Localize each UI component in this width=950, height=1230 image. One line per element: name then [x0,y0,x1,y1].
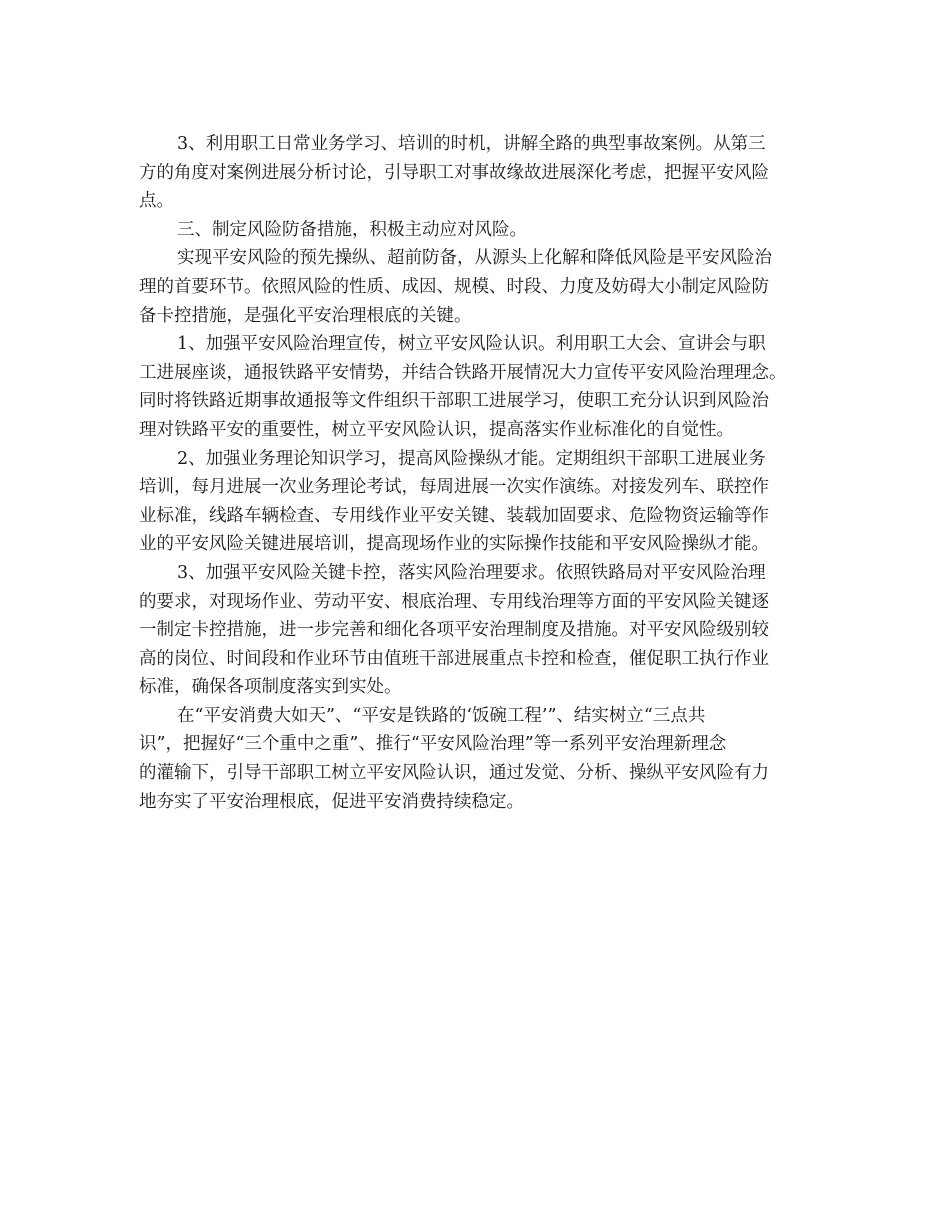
text-line: 实现平安风险的预先操纵、超前防备，从源头上化解和降低风险是平安风险治 [177,248,772,269]
text-line: 备卡控措施，是强化平安治理根底的关键。 [139,305,472,326]
text-line: 同时将铁路近期事故通报等文件组织干部职工进展学习，使职工充分认识到风险治 [139,391,769,412]
section-heading [139,216,821,245]
text-line: 方的角度对案例进展分析讨论，引导职工对事故缘故进展深化考虑，把握平安风险 [139,162,769,183]
paragraph-case-study [139,130,821,216]
text-line: 点。 [139,191,174,212]
text-line: 业标准，线路车辆检查、专用线作业平安关键、装载加固要求、危险物资运输等作 [139,505,769,526]
text-line: 培训，每月进展一次业务理论考试，每周进展一次实作演练。对接发列车、联控作 [139,477,769,498]
text-line: 工进展座谈，通报铁路平安情势，并结合铁路开展情况大力宣传平安风险治理理念。 [139,362,787,383]
paragraph-item-3 [139,559,821,702]
text-line: 理对铁路平安的重要性，树立平安风险认识，提高落实作业标准化的自觉性。 [139,419,734,440]
text-line: 的要求，对现场作业、劳动平安、根底治理、专用线治理等方面的平安风险关键逐 [139,591,769,612]
text-line: 理的首要环节。依照风险的性质、成因、规模、时段、力度及妨碍大小制定风险防 [139,276,769,297]
text-line: 3、利用职工日常业务学习、培训的时机，讲解全路的典型事故案例。从第三 [177,134,766,154]
paragraph-item-1 [139,330,821,444]
text-line: 在“平安消费大如天”、“平安是铁路的‘饭碗工程’”、结实树立“三点共 [177,705,706,726]
text-line: 2、加强业务理论知识学习，提高风险操纵才能。定期组织干部职工进展业务 [177,448,766,469]
document-body [139,130,821,816]
text-line: 三、制定风险防备措施，积极主动应对风险。 [177,219,527,240]
paragraph-item-2 [139,445,821,559]
text-line: 的灌输下，引导干部职工树立平安风险认识，通过发觉、分析、操纵平安风险有力 [139,763,769,784]
text-line: 识”，把握好“三个重中之重”、推行“平安风险治理”等一系列平安治理新理念 [139,734,727,755]
text-line: 标准，确保各项制度落实到实处。 [139,677,402,698]
text-line: 高的岗位、时间段和作业环节由值班干部进展重点卡控和检查，催促职工执行作业 [139,648,769,669]
text-line: 1、加强平安风险治理宣传，树立平安风险认识。利用职工大会、宣讲会与职 [177,334,766,355]
text-line: 地夯实了平安治理根底，促进平安消费持续稳定。 [139,791,524,812]
text-line: 业的平安风险关键进展培训，提高现场作业的实际操作技能和平安风险操纵才能。 [139,534,769,555]
paragraph-intro [139,244,821,330]
paragraph-conclusion [139,702,821,816]
text-line: 3、加强平安风险关键卡控，落实风险治理要求。依照铁路局对平安风险治理 [177,562,766,583]
text-line: 一制定卡控措施，进一步完善和细化各项平安治理制度及措施。对平安风险级别较 [139,620,769,641]
